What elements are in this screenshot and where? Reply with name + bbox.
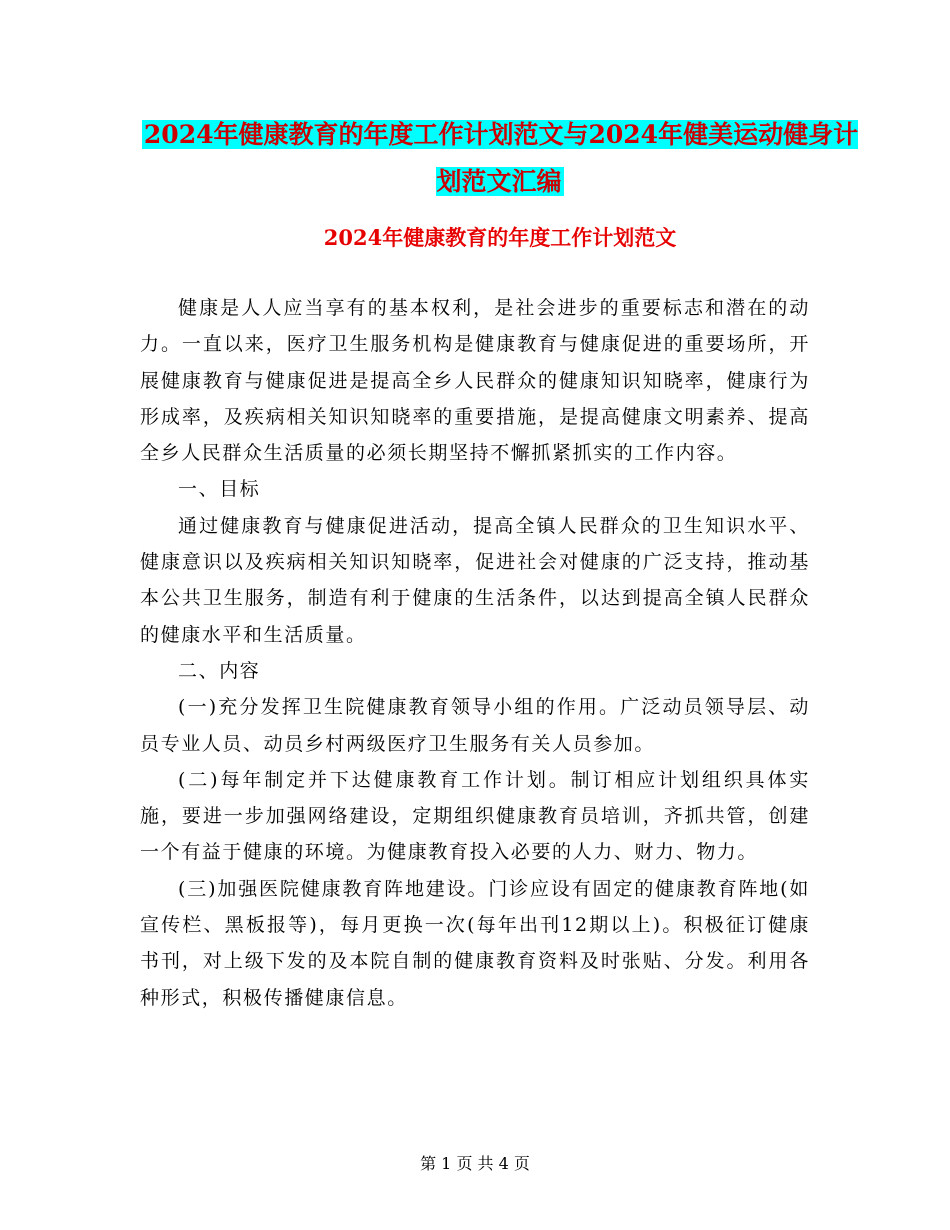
paragraph-item-1: (一)充分发挥卫生院健康教育领导小组的作用。广泛动员领导层、动员专业人员、动员乡村两级医疗卫生服务有关人员参加。 bbox=[140, 696, 810, 755]
paragraph-intro: 健康是人人应当享有的基本权利，是社会进步的重要标志和潜在的动力。一直以来，医疗卫生服务机构是健康教育与健康促进的重要场所，开展健康教育与健康促进是提高全乡人民群众的健康知识知晓率，健康行为形成率，及疾病相关知识知晓率的重要措施，是提高健康文明素养、提高全乡人民群众生活质量的必须长期坚持不懈抓紧抓实的工作内容。 bbox=[140, 297, 810, 465]
heading-goal: 一、目标 bbox=[178, 478, 261, 501]
document-title bbox=[140, 111, 860, 205]
paragraph-item-2: (二)每年制定并下达健康教育工作计划。制订相应计划组织具体实施，要进一步加强网络建设，定期组织健康教育员培训，齐抓共管，创建一个有益于健康的环境。为健康教育投入必要的人力、财力、物力。 bbox=[140, 768, 810, 864]
heading-content: 二、内容 bbox=[178, 659, 261, 682]
paragraph-item-3: (三)加强医院健康教育阵地建设。门诊应设有固定的健康教育阵地(如宣传栏、黑板报等)，每月更换一次(每年出刊12期以上)。积极征订健康书刊，对上级下发的及本院自制的健康教育资料及时张贴、分发。利用各种形式，积极传播健康信息。 bbox=[140, 877, 810, 1009]
document-title-text: 2024年健康教育的年度工作计划范文与2024年健美运动健身计划范文汇编 bbox=[143, 120, 859, 196]
paragraph-goal: 通过健康教育与健康促进活动，提高全镇人民群众的卫生知识水平、健康意识以及疾病相关知识知晓率，促进社会对健康的广泛支持，推动基本公共卫生服务，制造有利于健康的生活条件，以达到提高全镇人民群众的健康水平和生活质量。 bbox=[140, 514, 810, 646]
document-body bbox=[140, 290, 810, 1016]
page-footer: 第 1 页 共 4 页 bbox=[420, 1154, 530, 1173]
section-title: 2024年健康教育的年度工作计划范文 bbox=[323, 225, 677, 250]
